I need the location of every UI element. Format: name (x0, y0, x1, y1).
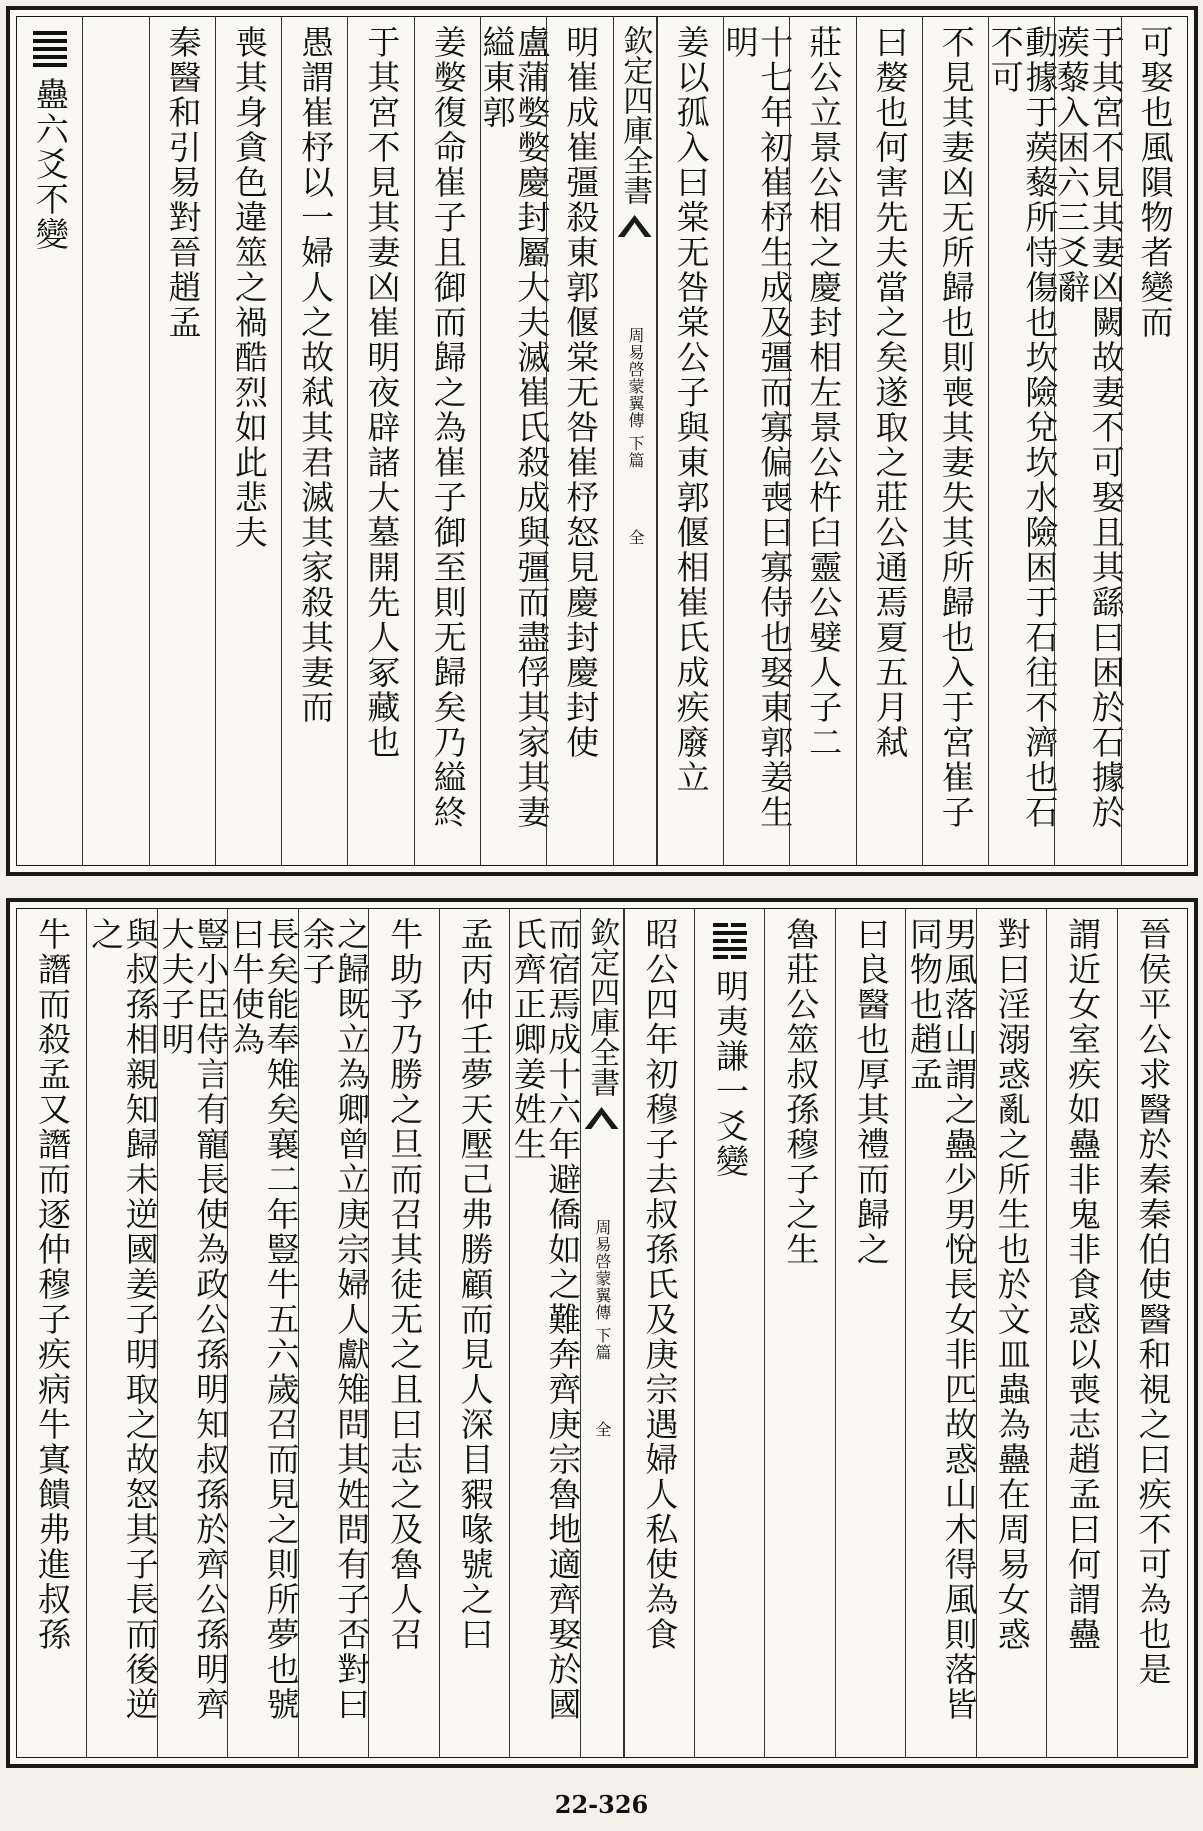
section-heading: 魯莊公筮叔孫穆子之生 (764, 909, 834, 1757)
center-fold (613, 17, 657, 865)
book-title: 欽定四庫全書 (617, 25, 653, 205)
upper-column-frame (16, 16, 1188, 866)
book-subtitle: 周易啓蒙翼傳 下篇 (626, 327, 646, 470)
hexagram-column (17, 17, 82, 865)
text-column: 于其宮不見其妻凶闕故妻不可娶且其繇曰困於石據於蒺藜入困六三爻辭 (1054, 17, 1120, 865)
folio-mark: 全 (592, 1421, 612, 1439)
lower-column-frame (16, 908, 1188, 1758)
center-fold (580, 909, 624, 1757)
text-column: 謂近女室疾如蠱非鬼非食惑以喪志趙孟曰何謂蠱 (1046, 909, 1116, 1757)
hexagram-icon (33, 31, 67, 71)
text-column: 孟丙仲壬夢天壓己弗勝顧而見人深目豭喙號之曰 (439, 909, 509, 1757)
text-column: 曰嫠也何害先夫當之矣遂取之莊公通焉夏五月弒 (856, 17, 922, 865)
text-column: 晉侯平公求醫於秦秦伯使醫和視之曰疾不可為也是 (1117, 909, 1187, 1757)
section-heading: 秦醫和引易對晉趙孟 (149, 17, 215, 865)
text-column: 十七年初崔杼生成及彊而寡偏喪曰寡侍也娶東郭姜生明 (723, 17, 789, 865)
text-column: 喪其身貪色違筮之禍酷烈如此悲夫 (215, 17, 281, 865)
text-column: 曰良醫也厚其禮而歸之 (835, 909, 905, 1757)
text-column: 莊公立景公相之慶封相左景公杵臼靈公嬖人子二 (789, 17, 855, 865)
text-column: 而宿焉成十六年避僑如之難奔齊庚宗魯地適齊娶於國氏齊正卿姜姓生 (509, 909, 579, 1757)
hexagram-icon (713, 923, 747, 963)
text-column: 于其宮不見其妻凶崔明夜辟諸大墓開先人冢藏也 (347, 17, 413, 865)
hexagram-label: 蠱六爻不變 (30, 77, 70, 252)
text-column: 男風落山謂之蠱少男悅長女非匹故惑山木得風則落皆同物也趙孟 (905, 909, 975, 1757)
fish-tail-ornament-icon (585, 1107, 619, 1129)
text-column: 可娶也風隕物者變而 (1121, 17, 1187, 865)
text-column: 愚謂崔杼以一婦人之故弒其君滅其家殺其妻而 (281, 17, 347, 865)
text-column: 動據于蒺藜所恃傷也坎險兌坎水險困于石往不濟也石不可 (988, 17, 1054, 865)
hexagram-label: 明夷謙一爻變 (710, 969, 750, 1179)
text-column: 姜以孤入曰棠无咎棠公子與東郭偃相崔氏成疾廢立 (657, 17, 723, 865)
text-column: 明崔成崔彊殺東郭偃棠无咎崔杼怒見慶封慶封使 (546, 17, 612, 865)
text-column: 姜嫳復命崔子且御而歸之為崔子御至則无歸矣乃縊終 (414, 17, 480, 865)
upper-page (6, 6, 1198, 876)
text-column: 牛助予乃勝之旦而召其徒无之且曰志之及魯人召 (368, 909, 438, 1757)
page-number: 22-326 (554, 1790, 649, 1819)
text-column: 豎小臣侍言有寵長使為政公孫明知叔孫於齊公孫明齊大夫子明 (157, 909, 227, 1757)
hexagram-column (694, 909, 764, 1757)
text-column: 昭公四年初穆子去叔孫氏及庚宗遇婦人私使為食 (624, 909, 694, 1757)
lower-page (6, 898, 1198, 1768)
fish-tail-ornament-icon (618, 215, 652, 237)
text-column: 長矣能奉雉矣襄二年豎牛五六歲召而見之則所夢也號曰牛使為 (227, 909, 297, 1757)
book-title: 欽定四庫全書 (584, 917, 620, 1097)
text-column: 之歸既立為卿曾立庚宗婦人獻雉問其姓問有子否對曰余子 (298, 909, 368, 1757)
text-column: 與叔孫相親知歸未逆國姜子明取之故怒其子長而後逆之 (86, 909, 156, 1757)
text-column: 牛譖而殺孟又譖而逐仲穆子疾病牛寘饋弗進叔孫 (33, 917, 73, 1652)
text-column: 對曰淫溺惑亂之所生也於文皿蟲為蠱在周易女惑 (976, 909, 1046, 1757)
text-column: 不見其妻凶无所歸也則喪其妻失其所歸也入于宮崔子 (922, 17, 988, 865)
book-subtitle: 周易啓蒙翼傳 下篇 (592, 1219, 612, 1362)
folio-mark: 全 (626, 529, 646, 547)
blank-column (82, 17, 148, 865)
text-column: 盧蒲嫳嫳慶封屬大夫滅崔氏殺成與彊而盡俘其家其妻縊東郭 (480, 17, 546, 865)
